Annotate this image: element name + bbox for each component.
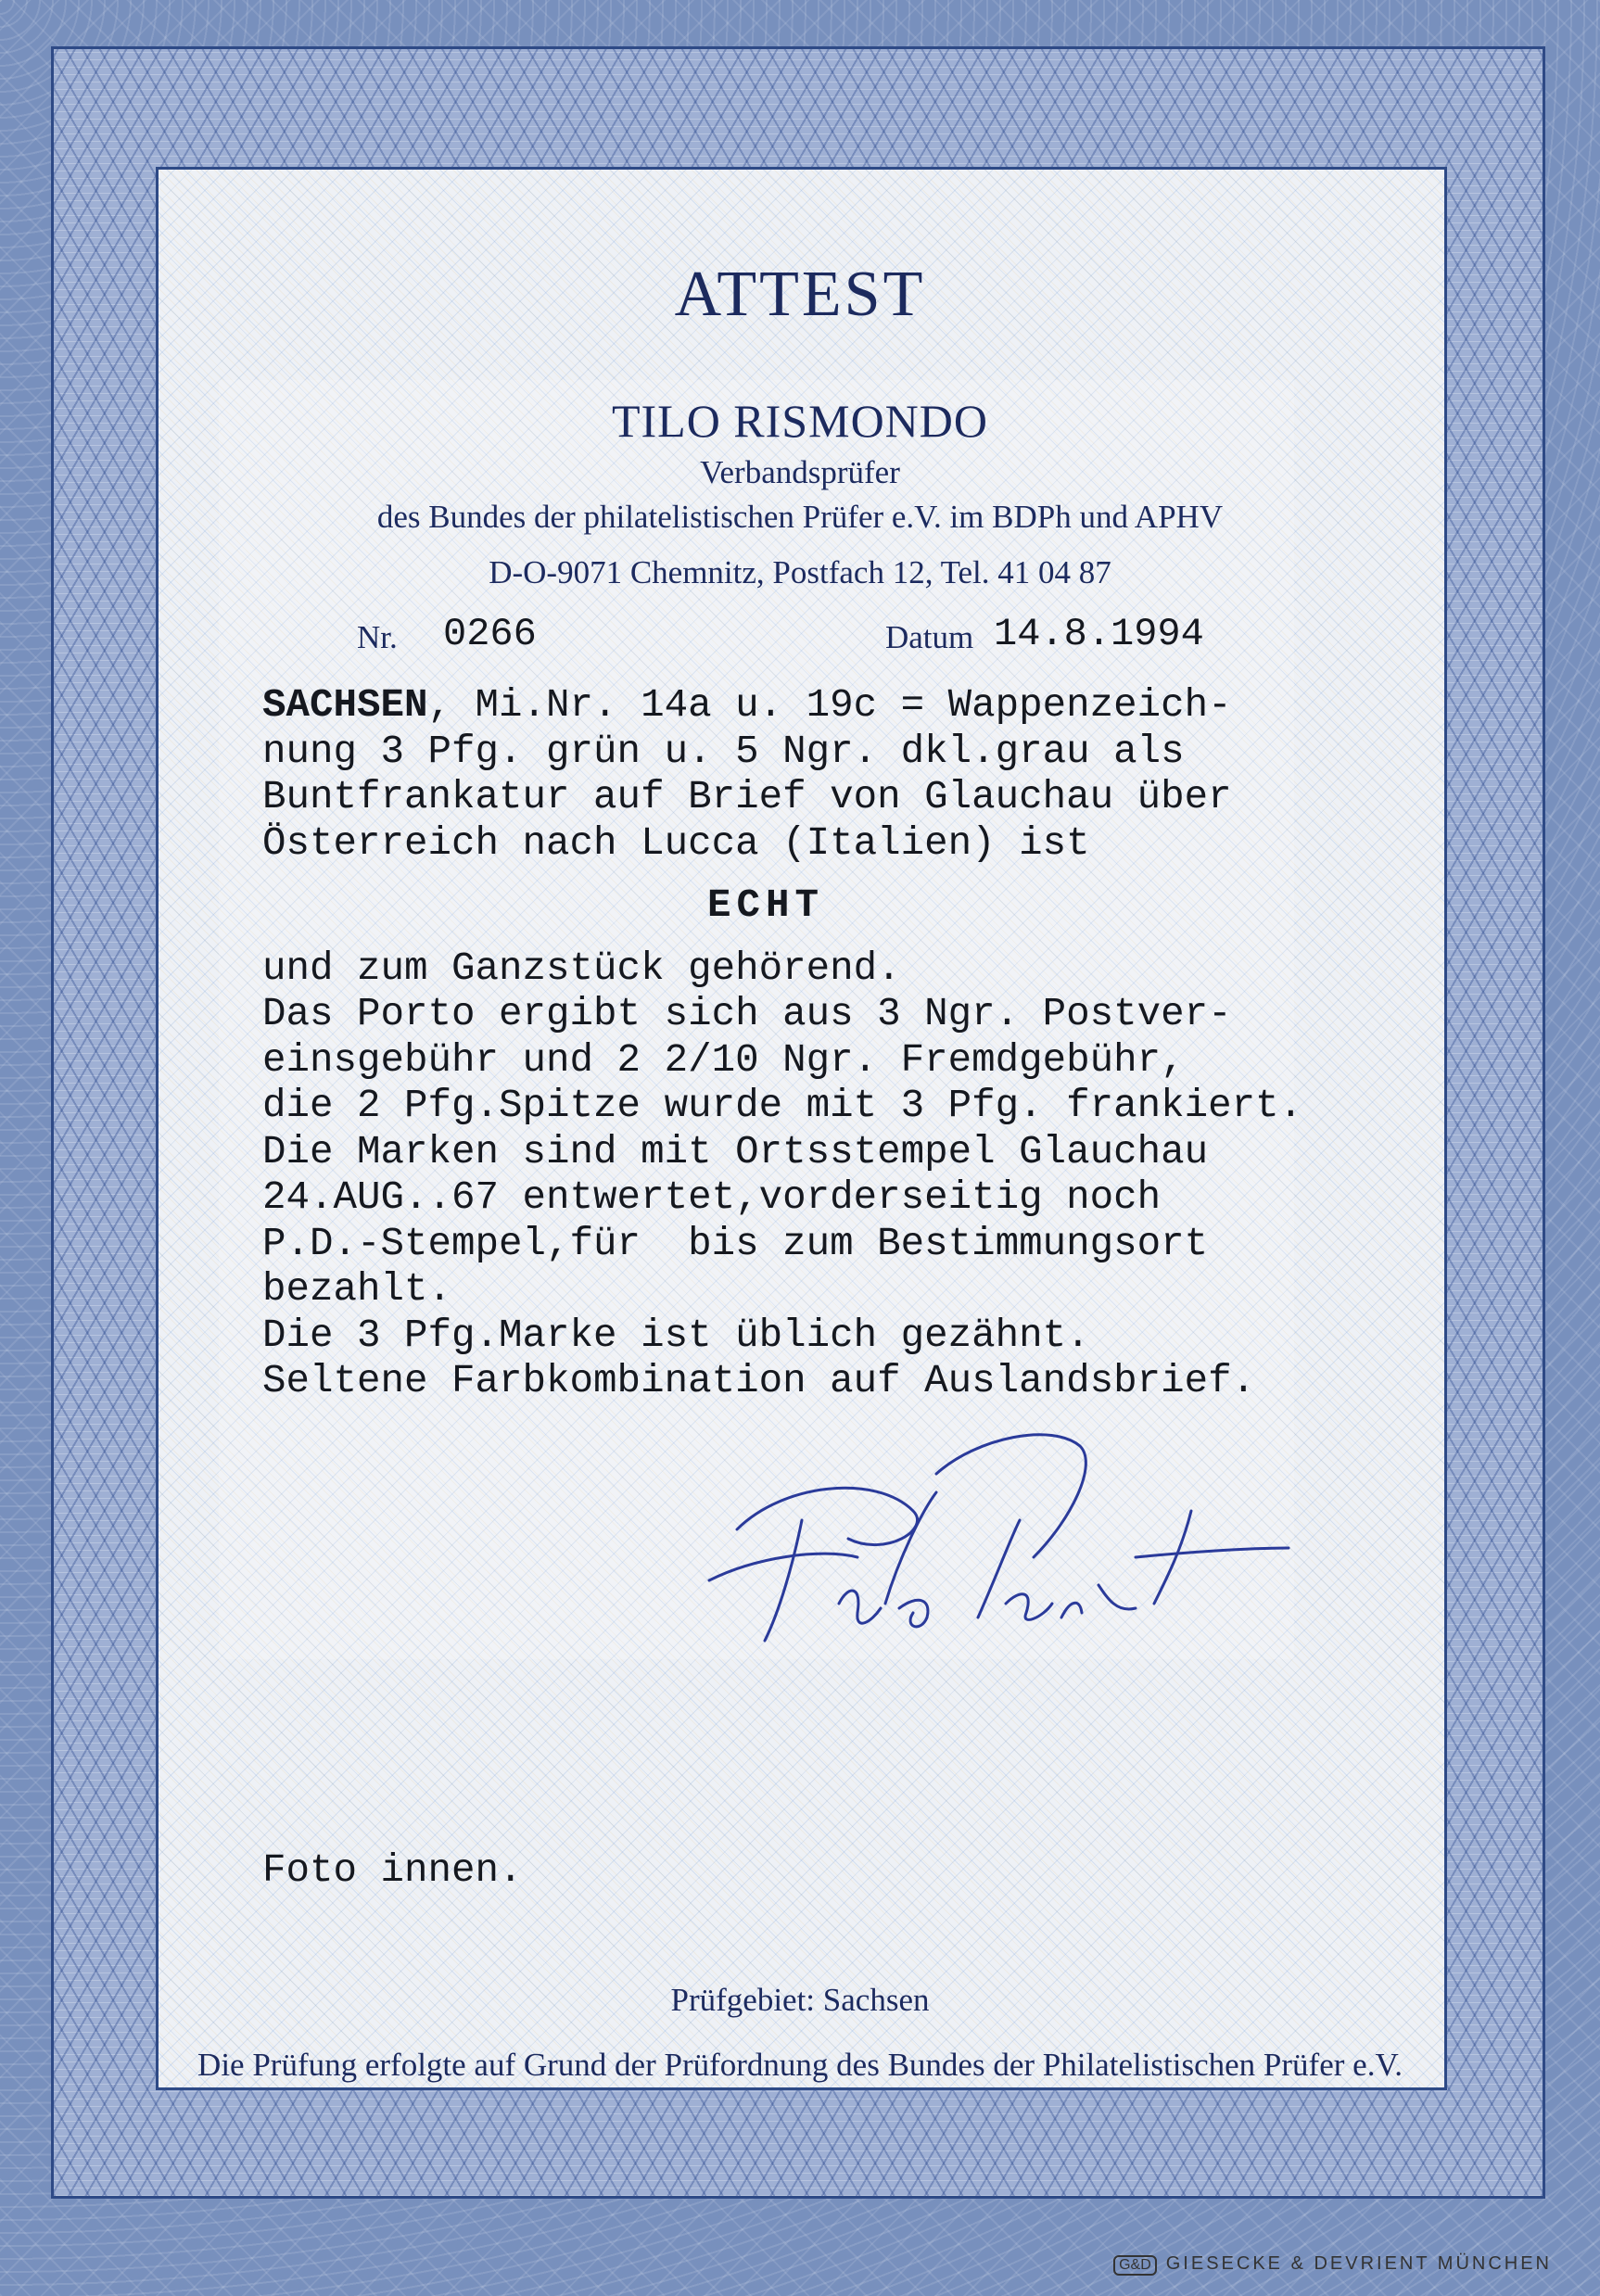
body-line: Die Marken sind mit Ortsstempel Glauchau	[262, 1129, 1209, 1174]
body-line: Das Porto ergibt sich aus 3 Ngr. Postver-	[262, 992, 1232, 1036]
body-line: die 2 Pfg.Spitze wurde mit 3 Pfg. frankiert.	[262, 1084, 1303, 1128]
body-line: und zum Ganzstück gehörend.	[262, 945, 901, 991]
printer-logo: G&D	[1113, 2255, 1157, 2276]
verdict: ECHT	[707, 883, 825, 928]
examination-field: Prüfgebiet: Sachsen	[670, 1982, 930, 2018]
photo-note: Foto innen.	[262, 1848, 523, 1893]
examiner-role: Verbandsprüfer	[700, 454, 900, 490]
examiner-signature	[700, 1418, 1293, 1659]
certificate-number: 0266	[443, 612, 537, 656]
printer-name: GIESECKE & DEVRIENT MÜNCHEN	[1165, 2253, 1552, 2274]
body-line: Buntfrankatur auf Brief von Glauchau über	[262, 775, 1232, 819]
examiner-name: TILO RISMONDO	[611, 395, 989, 447]
body-line: Die 3 Pfg.Marke ist üblich gezähnt.	[262, 1313, 1090, 1358]
body-line: P.D.-Stempel,für bis zum Bestimmungsort	[262, 1221, 1209, 1266]
stamp-area-name: SACHSEN	[262, 683, 428, 728]
certificate-date: 14.8.1994	[994, 612, 1204, 656]
examination-statement: Die Prüfung erfolgte auf Grund der Prüfordnung des Bundes der Philatelistischen Prüfer e.V.	[197, 2047, 1403, 2083]
date-label: Datum	[885, 619, 974, 655]
body-line: 24.AUG..67 entwertet,vorderseitig noch	[262, 1175, 1162, 1220]
body-line: Österreich nach Lucca (Italien) ist	[262, 820, 1090, 866]
body-line: nung 3 Pfg. grün u. 5 Ngr. dkl.grau als	[262, 729, 1185, 774]
printer-imprint	[1113, 2253, 1552, 2276]
certificate-body	[262, 683, 1486, 1405]
body-line	[262, 683, 1486, 729]
body-line: einsgebühr und 2 2/10 Ngr. Fremdgebühr,	[262, 1037, 1185, 1083]
address-line: D-O-9071 Chemnitz, Postfach 12, Tel. 41 04 87	[489, 554, 1111, 590]
association-line: des Bundes der philatelistischen Prüfer e.V. im BDPh und APHV	[376, 499, 1224, 535]
certificate-title: ATTEST	[674, 259, 926, 330]
body-line: bezahlt.	[262, 1267, 452, 1312]
body-line-text: , Mi.Nr. 14a u. 19c = Wappenzeich-	[427, 683, 1232, 728]
number-label: Nr.	[357, 619, 398, 655]
body-line: Seltene Farbkombination auf Auslandsbrief.	[262, 1359, 1256, 1403]
